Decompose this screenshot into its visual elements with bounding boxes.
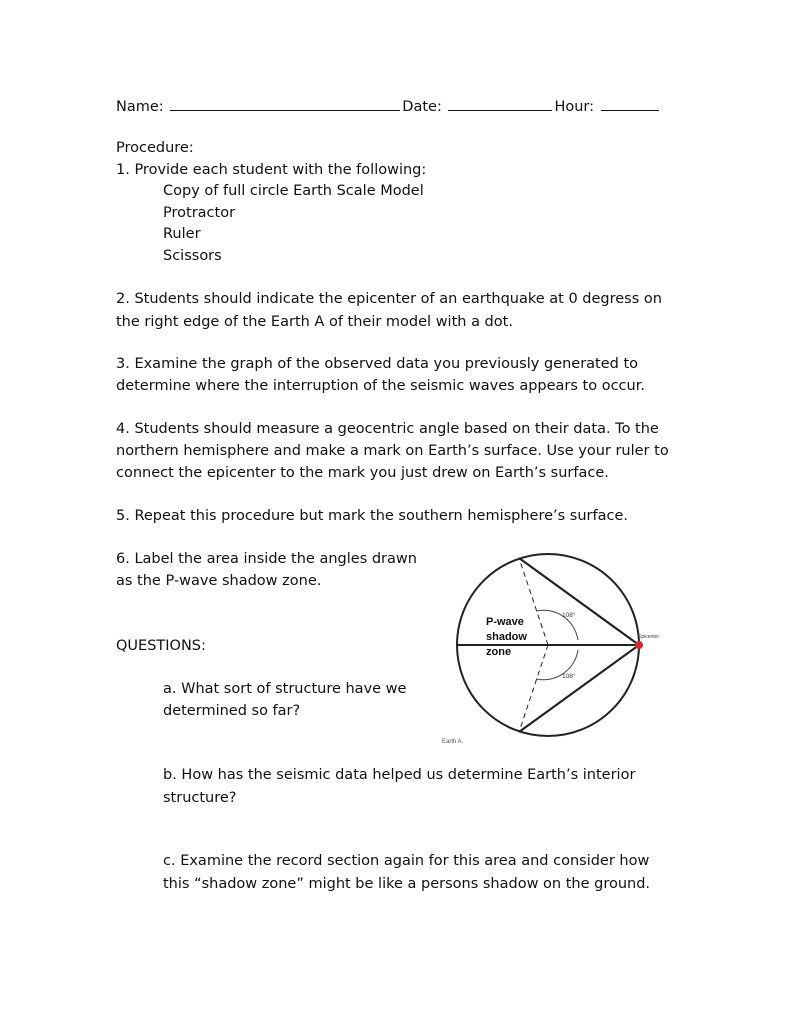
procedure-heading: Procedure: [116, 140, 194, 156]
south-dashed-radius [519, 645, 548, 732]
step-3-line-1: 3. Examine the graph of the observed data you previously generated to [116, 356, 639, 372]
earth-label: Earth A. [442, 739, 464, 745]
step-6-line-2: as the P-wave shadow zone. [116, 573, 322, 589]
step-1: 1. Provide each student with the following: [116, 162, 427, 178]
shadow-zone-label-line-3: zone [486, 646, 512, 658]
material-item: Copy of full circle Earth Scale Model [163, 183, 424, 199]
date-label: Date: [402, 99, 442, 115]
south-ray-line [519, 645, 639, 732]
question-c-line-2: this “shadow zone” might be like a persons shadow on the ground. [163, 876, 651, 892]
questions-heading: QUESTIONS: [116, 638, 206, 654]
step-4-line-1: 4. Students should measure a geocentric angle based on their data. To the [116, 421, 659, 437]
step-4-line-2: northern hemisphere and make a mark on Earth’s surface. Use your ruler to [116, 443, 669, 459]
question-b-line-2: structure? [163, 790, 237, 806]
question-a-line-2: determined so far? [163, 703, 301, 719]
question-a-line-1: a. What sort of structure have we [163, 681, 407, 697]
hour-field[interactable] [601, 95, 659, 111]
step-5: 5. Repeat this procedure but mark the southern hemisphere’s surface. [116, 508, 628, 524]
angle-top-label: 108° [562, 612, 576, 619]
hour-label: Hour: [554, 99, 594, 115]
step-2-line-2: the right edge of the Earth A of their model with a dot. [116, 314, 513, 330]
step-2-line-1: 2. Students should indicate the epicenter of an earthquake at 0 degress on [116, 291, 662, 307]
shadow-zone-label-line-2: shadow [486, 631, 527, 643]
step-6-line-1: 6. Label the area inside the angles drawn [116, 551, 417, 567]
date-field[interactable] [448, 95, 552, 111]
shadow-zone-label-line-1: P-wave [486, 616, 524, 628]
angle-bottom-label: 108° [562, 673, 576, 680]
epicenter-dot [635, 641, 643, 649]
step-3-line-2: determine where the interruption of the seismic waves appears to occur. [116, 378, 645, 394]
material-item: Ruler [163, 226, 201, 242]
material-item: Scissors [163, 248, 222, 264]
header-line [116, 95, 661, 117]
material-item: Protractor [163, 205, 236, 221]
earth-shadow-zone-diagram [430, 545, 660, 750]
north-ray-line [519, 558, 639, 645]
question-b-line-1: b. How has the seismic data helped us determine Earth’s interior [163, 767, 636, 783]
step-4-line-3: connect the epicenter to the mark you just drew on Earth’s surface. [116, 465, 609, 481]
name-field[interactable] [170, 95, 400, 111]
question-c-line-1: c. Examine the record section again for this area and consider how [163, 853, 650, 869]
epicenter-label: Epicenter [638, 634, 660, 640]
name-label: Name: [116, 99, 164, 115]
